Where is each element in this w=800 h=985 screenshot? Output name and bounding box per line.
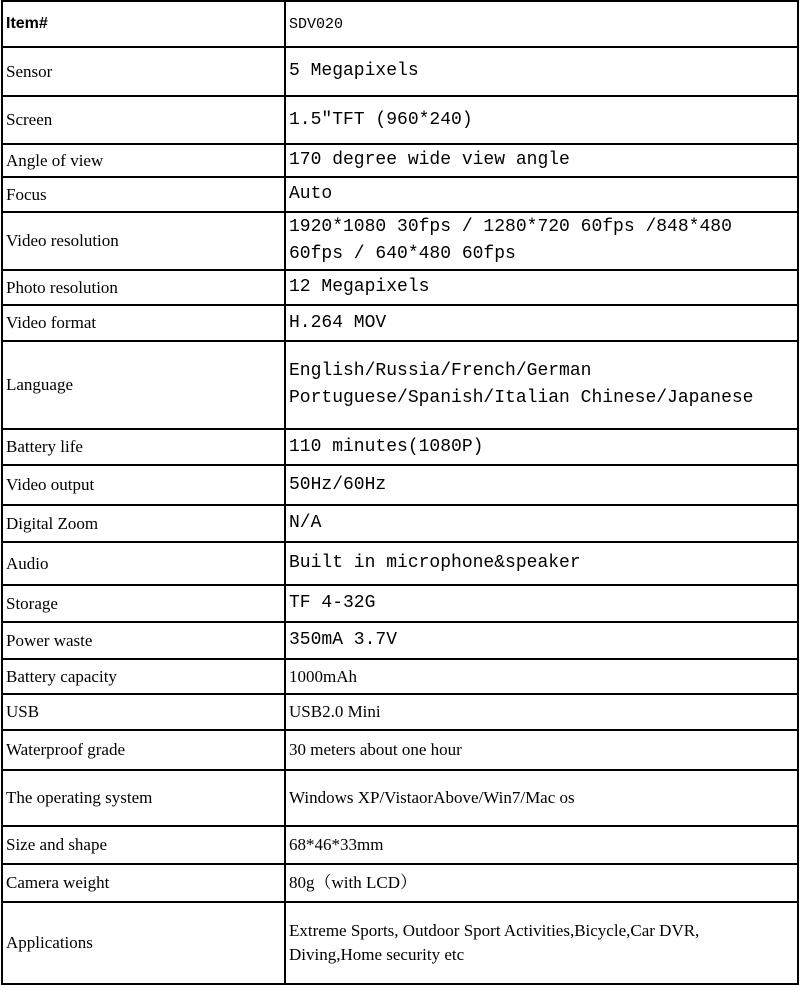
value-line: Diving,Home security etc bbox=[289, 945, 465, 964]
table-row bbox=[2, 465, 798, 505]
row-label: Item# bbox=[2, 1, 285, 47]
row-value: 170 degree wide view angle bbox=[285, 144, 798, 177]
row-value bbox=[285, 341, 798, 429]
row-value bbox=[285, 902, 798, 984]
row-value bbox=[285, 212, 798, 270]
row-value: 110 minutes(1080P) bbox=[285, 429, 798, 465]
row-value: 12 Megapixels bbox=[285, 270, 798, 305]
row-label: Video output bbox=[2, 465, 285, 505]
row-label: Focus bbox=[2, 177, 285, 212]
row-value: Built in microphone&speaker bbox=[285, 542, 798, 585]
table-row bbox=[2, 864, 798, 902]
table-row bbox=[2, 1, 798, 47]
row-label: Audio bbox=[2, 542, 285, 585]
table-row bbox=[2, 96, 798, 144]
row-label: Storage bbox=[2, 585, 285, 622]
row-value: 1.5″TFT (960*240) bbox=[285, 96, 798, 144]
row-label: Applications bbox=[2, 902, 285, 984]
table-row bbox=[2, 144, 798, 177]
row-label: Video format bbox=[2, 305, 285, 341]
row-value: H.264 MOV bbox=[285, 305, 798, 341]
row-label: Size and shape bbox=[2, 826, 285, 864]
value-line: English/Russia/French/German bbox=[289, 361, 592, 381]
row-value: 1000mAh bbox=[285, 659, 798, 694]
row-label: Battery life bbox=[2, 429, 285, 465]
table-row bbox=[2, 730, 798, 770]
table-row bbox=[2, 826, 798, 864]
table-row bbox=[2, 305, 798, 341]
row-label: Angle of view bbox=[2, 144, 285, 177]
row-label: Battery capacity bbox=[2, 659, 285, 694]
row-label: Language bbox=[2, 341, 285, 429]
row-value: 5 Megapixels bbox=[285, 47, 798, 96]
table-row bbox=[2, 429, 798, 465]
row-label: Photo resolution bbox=[2, 270, 285, 305]
row-label: Waterproof grade bbox=[2, 730, 285, 770]
spec-table bbox=[1, 0, 799, 985]
row-label: Camera weight bbox=[2, 864, 285, 902]
row-label: USB bbox=[2, 694, 285, 730]
row-value: USB2.0 Mini bbox=[285, 694, 798, 730]
table-row bbox=[2, 47, 798, 96]
row-value: Windows XP/VistaorAbove/Win7/Mac os bbox=[285, 770, 798, 826]
row-label: Video resolution bbox=[2, 212, 285, 270]
row-value: 350mA 3.7V bbox=[285, 622, 798, 659]
table-row bbox=[2, 622, 798, 659]
row-label: Screen bbox=[2, 96, 285, 144]
row-value: 68*46*33mm bbox=[285, 826, 798, 864]
table-row bbox=[2, 902, 798, 984]
table-row bbox=[2, 505, 798, 542]
table-row bbox=[2, 270, 798, 305]
table-row bbox=[2, 585, 798, 622]
row-value: 50Hz/60Hz bbox=[285, 465, 798, 505]
value-line: 1920*1080 30fps / 1280*720 60fps /848*480 bbox=[289, 217, 732, 237]
table-row bbox=[2, 212, 798, 270]
value-line: Portuguese/Spanish/Italian Chinese/Japanese bbox=[289, 388, 754, 408]
row-value: N/A bbox=[285, 505, 798, 542]
value-line: 60fps / 640*480 60fps bbox=[289, 244, 516, 264]
row-value: 30 meters about one hour bbox=[285, 730, 798, 770]
row-label: Digital Zoom bbox=[2, 505, 285, 542]
table-row bbox=[2, 542, 798, 585]
table-row bbox=[2, 659, 798, 694]
table-row bbox=[2, 770, 798, 826]
row-label: The operating system bbox=[2, 770, 285, 826]
row-value: TF 4-32G bbox=[285, 585, 798, 622]
table-row bbox=[2, 694, 798, 730]
value-line: Extreme Sports, Outdoor Sport Activities,Bicycle,Car DVR, bbox=[289, 921, 700, 940]
row-value: SDV020 bbox=[285, 1, 798, 47]
table-row bbox=[2, 341, 798, 429]
row-label: Sensor bbox=[2, 47, 285, 96]
row-value: Auto bbox=[285, 177, 798, 212]
row-label: Power waste bbox=[2, 622, 285, 659]
table-row bbox=[2, 177, 798, 212]
row-value: 80g（with LCD） bbox=[285, 864, 798, 902]
